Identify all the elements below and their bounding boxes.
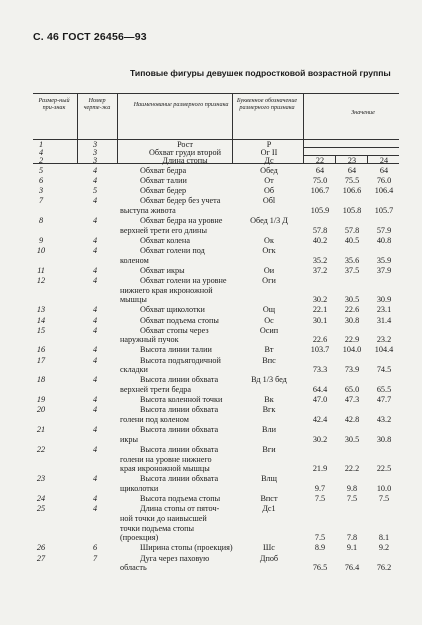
row-feature-name-line: Обхват стопы через [140, 325, 209, 335]
row-value-1: 37.2 [312, 265, 328, 275]
subrow-feature-name: Рост [177, 140, 193, 149]
row-value-3: 30.8 [376, 434, 392, 444]
col-divider-3 [232, 93, 233, 163]
row-feature-name-line: наружный пучок [120, 335, 179, 345]
row-value-3: 64 [379, 166, 389, 175]
header-feature-name: Наименование размерного признака [133, 101, 229, 108]
row-letter-code: Обед [260, 166, 278, 175]
row-drawing-number: 6 [92, 543, 98, 553]
row-value-1: 21.9 [312, 464, 328, 474]
row-letter-code: Осип [259, 325, 279, 335]
value-col-divider-1 [335, 155, 336, 163]
row-value-3: 76.0 [376, 176, 392, 186]
subrow-letter-code: Дс [264, 156, 274, 165]
header-drawing-number: Номер черте-жа [83, 97, 111, 112]
row-feature-name-line: Высота линии обхвата [140, 425, 219, 434]
row-feature-number: 16 [36, 345, 46, 355]
row-value-1: 22.6 [312, 335, 328, 345]
row-feature-name-line: края икроножной мышцы [120, 464, 210, 474]
subrow-feature-number: 1 [38, 140, 44, 149]
row-feature-number: 19 [36, 395, 46, 405]
row-letter-code: Обед 1/3 Д [250, 216, 288, 226]
row-feature-name-line: голени под коленом [120, 414, 189, 424]
row-feature-number: 10 [36, 246, 46, 255]
row-value-3: 47.7 [376, 395, 392, 405]
row-feature-name-line: Обхват щиколотки [140, 305, 205, 315]
row-feature-number: 7 [38, 196, 44, 206]
row-value-2: 105.8 [342, 206, 362, 215]
row-drawing-number: 4 [92, 355, 98, 365]
row-feature-number: 27 [36, 553, 46, 563]
row-feature-name-line: область [120, 563, 147, 573]
row-value-2: 7.5 [346, 494, 358, 504]
row-feature-name-line: Высота линии талии [140, 345, 212, 355]
row-drawing-number: 4 [92, 325, 98, 335]
row-letter-code: Вли [262, 425, 276, 434]
row-value-2: 35.6 [344, 255, 360, 265]
row-value-3: 106.4 [374, 186, 394, 196]
row-value-3: 7.5 [378, 494, 390, 504]
row-value-3: 31.4 [376, 315, 392, 325]
row-feature-number: 11 [37, 265, 45, 275]
row-letter-code: Ос [264, 315, 274, 325]
row-drawing-number: 4 [92, 196, 98, 206]
row-feature-name-line: нижнего края икроножной [120, 285, 213, 295]
row-feature-number: 9 [38, 235, 44, 245]
row-value-3: 10.0 [376, 484, 392, 493]
subrow-drawing-number: 3 [92, 148, 98, 157]
row-value-2: 47.3 [344, 395, 360, 405]
value-row-1-border [303, 147, 399, 148]
row-value-2: 65.0 [344, 385, 360, 394]
row-value-3: 43.2 [376, 414, 392, 424]
row-feature-number: 20 [36, 405, 46, 415]
row-feature-name-line: Высота подъема стопы [140, 494, 221, 504]
col-divider-2 [117, 93, 118, 163]
row-feature-number: 15 [36, 325, 46, 335]
row-value-3: 9.2 [378, 543, 390, 553]
row-letter-code: Огк [262, 246, 276, 255]
subrow-value-2: 23 [347, 156, 357, 165]
row-letter-code: Об [263, 186, 275, 196]
row-feature-number: 8 [38, 216, 44, 226]
row-value-3: 105.7 [374, 206, 394, 215]
row-value-2: 22.9 [344, 335, 360, 345]
row-feature-name-line: Обхват голени на уровне [140, 275, 227, 285]
row-value-2: 30.8 [344, 315, 360, 325]
row-feature-number: 23 [36, 474, 46, 484]
row-value-3: 23.1 [376, 305, 392, 315]
col-divider-4 [303, 93, 304, 163]
row-value-2: 37.5 [344, 265, 360, 275]
row-feature-name-line: складки [120, 365, 148, 375]
row-feature-number: 6 [38, 176, 44, 186]
row-feature-number: 26 [36, 543, 46, 553]
page-header: С. 46 ГОСТ 26456—93 [33, 31, 147, 43]
row-value-3: 37.9 [376, 265, 392, 275]
row-drawing-number: 4 [92, 176, 98, 186]
row-value-1: 35.2 [312, 255, 328, 265]
row-drawing-number: 7 [92, 553, 98, 563]
row-drawing-number: 4 [92, 375, 98, 385]
row-drawing-number: 4 [92, 395, 98, 405]
row-value-2: 9.8 [346, 484, 358, 493]
row-feature-name-line: Дуга через паховую [140, 553, 210, 563]
row-value-3: 76.2 [376, 563, 392, 573]
subrow-feature-name: Обхват груди второй [149, 148, 221, 157]
row-feature-name-line: Высота линии обхвата [140, 474, 219, 484]
row-feature-name-line: выступа живота [120, 206, 176, 215]
row-drawing-number: 4 [92, 345, 98, 355]
row-feature-name-line: Обхват талии [140, 176, 187, 186]
row-drawing-number: 4 [92, 504, 98, 514]
row-value-3: 65.5 [376, 385, 392, 394]
col-divider-1 [77, 93, 78, 163]
row-value-3: 8.1 [378, 533, 390, 543]
row-value-3: 30.9 [376, 295, 392, 305]
row-drawing-number: 4 [92, 216, 98, 226]
row-letter-code: Ощ [262, 305, 276, 315]
row-feature-name-line: Длина стопы от пяточ- [140, 504, 220, 514]
row-feature-name-line: Обхват голени под [140, 246, 205, 255]
row-value-3: 23.2 [376, 335, 392, 345]
row-value-1: 7.5 [314, 494, 326, 504]
row-feature-name-line: щиколотки [120, 484, 159, 493]
row-feature-number: 25 [36, 504, 46, 514]
row-feature-number: 24 [36, 494, 46, 504]
row-value-2: 75.5 [344, 176, 360, 186]
subrow-drawing-number: 3 [92, 156, 98, 165]
row-feature-name-line: верхней трети его длины [120, 225, 207, 235]
row-drawing-number: 4 [92, 474, 98, 484]
row-feature-number: 22 [36, 444, 46, 454]
row-feature-name-line: коленом [120, 255, 149, 265]
row-letter-code: Впст [260, 494, 278, 504]
subrow-value-3: 24 [379, 156, 389, 165]
row-drawing-number: 4 [92, 405, 98, 415]
row-value-1: 42.4 [312, 414, 328, 424]
row-value-2: 104.0 [342, 345, 362, 355]
row-value-3: 104.4 [374, 345, 394, 355]
row-value-2: 73.9 [344, 365, 360, 375]
row-feature-name-line: Высота линии обхвата [140, 375, 219, 385]
row-feature-name-line: точки подъема стопы [120, 523, 195, 533]
row-feature-number: 12 [36, 275, 46, 285]
row-value-2: 40.5 [344, 235, 360, 245]
row-value-2: 22.2 [344, 464, 360, 474]
row-value-1: 103.7 [310, 345, 330, 355]
row-value-1: 7.5 [314, 533, 326, 543]
row-value-2: 64 [347, 166, 357, 175]
row-letter-code: Вт [264, 345, 274, 355]
row-letter-code: Вгк [262, 405, 276, 415]
row-value-1: 57.8 [312, 225, 328, 235]
row-value-2: 106.6 [342, 186, 362, 196]
row-value-1: 64 [315, 166, 325, 175]
header-value: Значение [351, 109, 375, 116]
row-letter-code: Ок [264, 235, 274, 245]
row-drawing-number: 4 [92, 315, 98, 325]
row-drawing-number: 4 [92, 305, 98, 315]
row-value-2: 9.1 [346, 543, 358, 553]
subrow-drawing-number: 3 [92, 140, 98, 149]
row-drawing-number: 4 [92, 425, 98, 434]
row-value-3: 22.5 [376, 464, 392, 474]
row-value-1: 105.9 [310, 206, 330, 215]
row-value-2: 30.5 [344, 295, 360, 305]
row-feature-number: 18 [36, 375, 46, 385]
row-letter-code: Впс [262, 355, 276, 365]
row-feature-name-line: верхней трети бедра [120, 385, 191, 394]
row-value-1: 73.3 [312, 365, 328, 375]
row-value-1: 30.1 [312, 315, 328, 325]
row-value-3: 40.8 [376, 235, 392, 245]
row-drawing-number: 4 [92, 275, 98, 285]
row-letter-code: Вд 1/3 бед [251, 375, 287, 385]
row-letter-code: Вги [262, 444, 276, 454]
row-value-1: 9.7 [314, 484, 326, 493]
row-value-1: 40.2 [312, 235, 328, 245]
table-top-border [33, 93, 399, 94]
row-feature-name-line: голени на уровне нижнего [120, 454, 212, 464]
row-feature-name-line: Обхват колена [140, 235, 190, 245]
row-letter-code: Шс [263, 543, 275, 553]
row-feature-name-line: Обхват подъема стопы [140, 315, 219, 325]
row-value-1: 30.2 [312, 295, 328, 305]
row-drawing-number: 4 [92, 235, 98, 245]
row-feature-name-line: Ширина стопы (проекция) [140, 543, 233, 553]
subrow-letter-code: Р [266, 140, 272, 149]
row-value-3: 57.9 [376, 225, 392, 235]
row-letter-code: Обl [262, 196, 276, 206]
row-feature-name-line: Высота подъягодичной [140, 355, 221, 365]
row-feature-number: 17 [36, 355, 46, 365]
row-letter-code: Вк [264, 395, 274, 405]
row-letter-code: Дпоб [259, 553, 279, 563]
row-letter-code: Оги [262, 275, 276, 285]
row-value-1: 106.7 [310, 186, 330, 196]
row-value-1: 30.2 [312, 434, 328, 444]
row-drawing-number: 4 [92, 444, 98, 454]
row-value-1: 47.0 [312, 395, 328, 405]
row-value-1: 76.5 [312, 563, 328, 573]
subrow-letter-code: Ог II [260, 148, 278, 157]
row-drawing-number: 4 [92, 494, 98, 504]
row-value-1: 8.9 [314, 543, 326, 553]
row-letter-code: Ои [263, 265, 275, 275]
row-feature-number: 14 [36, 315, 46, 325]
row-feature-number: 13 [36, 305, 46, 315]
row-feature-number: 21 [36, 425, 46, 434]
row-value-2: 76.4 [344, 563, 360, 573]
row-drawing-number: 5 [92, 186, 98, 196]
row-feature-name-line: Обхват икры [140, 265, 185, 275]
row-value-3: 35.9 [376, 255, 392, 265]
row-value-1: 75.0 [312, 176, 328, 186]
row-value-2: 22.6 [344, 305, 360, 315]
row-value-3: 74.5 [376, 365, 392, 375]
subrow-value-1: 22 [315, 156, 325, 165]
row-feature-name-line: Высота линии обхвата [140, 405, 219, 415]
row-drawing-number: 4 [92, 246, 98, 255]
row-drawing-number: 4 [92, 166, 98, 175]
row-letter-code: От [264, 176, 274, 186]
row-feature-name-line: Высота линии обхвата [140, 444, 219, 454]
row-letter-code: Влщ [261, 474, 277, 484]
row-feature-name-line: Обхват бедер без учета [140, 196, 221, 206]
row-letter-code: Дс1 [262, 504, 276, 514]
row-value-1: 22.1 [312, 305, 328, 315]
row-feature-name-line: Обхват бедра на уровне [140, 216, 223, 226]
row-drawing-number: 4 [92, 265, 98, 275]
row-value-2: 30.5 [344, 434, 360, 444]
row-feature-name-line: Высота коленной точки [140, 395, 223, 405]
row-feature-name-line: ной точки до наивысшей [120, 513, 207, 523]
row-value-2: 57.8 [344, 225, 360, 235]
row-feature-number: 5 [38, 166, 44, 175]
row-feature-number: 3 [38, 186, 44, 196]
header-letter-code: Буквенное обозначение размерного признака [236, 97, 298, 112]
row-value-2: 42.8 [344, 414, 360, 424]
row-feature-name-line: (проекция) [120, 533, 159, 543]
subrow-feature-name: Длина стопы [162, 156, 208, 165]
row-feature-name-line: икры [120, 434, 138, 444]
subrow-feature-number: 4 [38, 148, 44, 157]
page-title: Типовые фигуры девушек подростковой возрастной группы [130, 68, 391, 78]
row-value-1: 64.4 [312, 385, 328, 394]
row-feature-name-line: Обхват бедра [140, 166, 187, 175]
row-feature-name-line: Обхват бедер [140, 186, 187, 196]
row-feature-name-line: мышцы [120, 295, 147, 305]
value-col-divider-2 [367, 155, 368, 163]
subrow-feature-number: 2 [38, 156, 44, 165]
header-feature-number: Размер-ный при-знак [38, 97, 70, 112]
row-value-2: 7.8 [346, 533, 358, 543]
